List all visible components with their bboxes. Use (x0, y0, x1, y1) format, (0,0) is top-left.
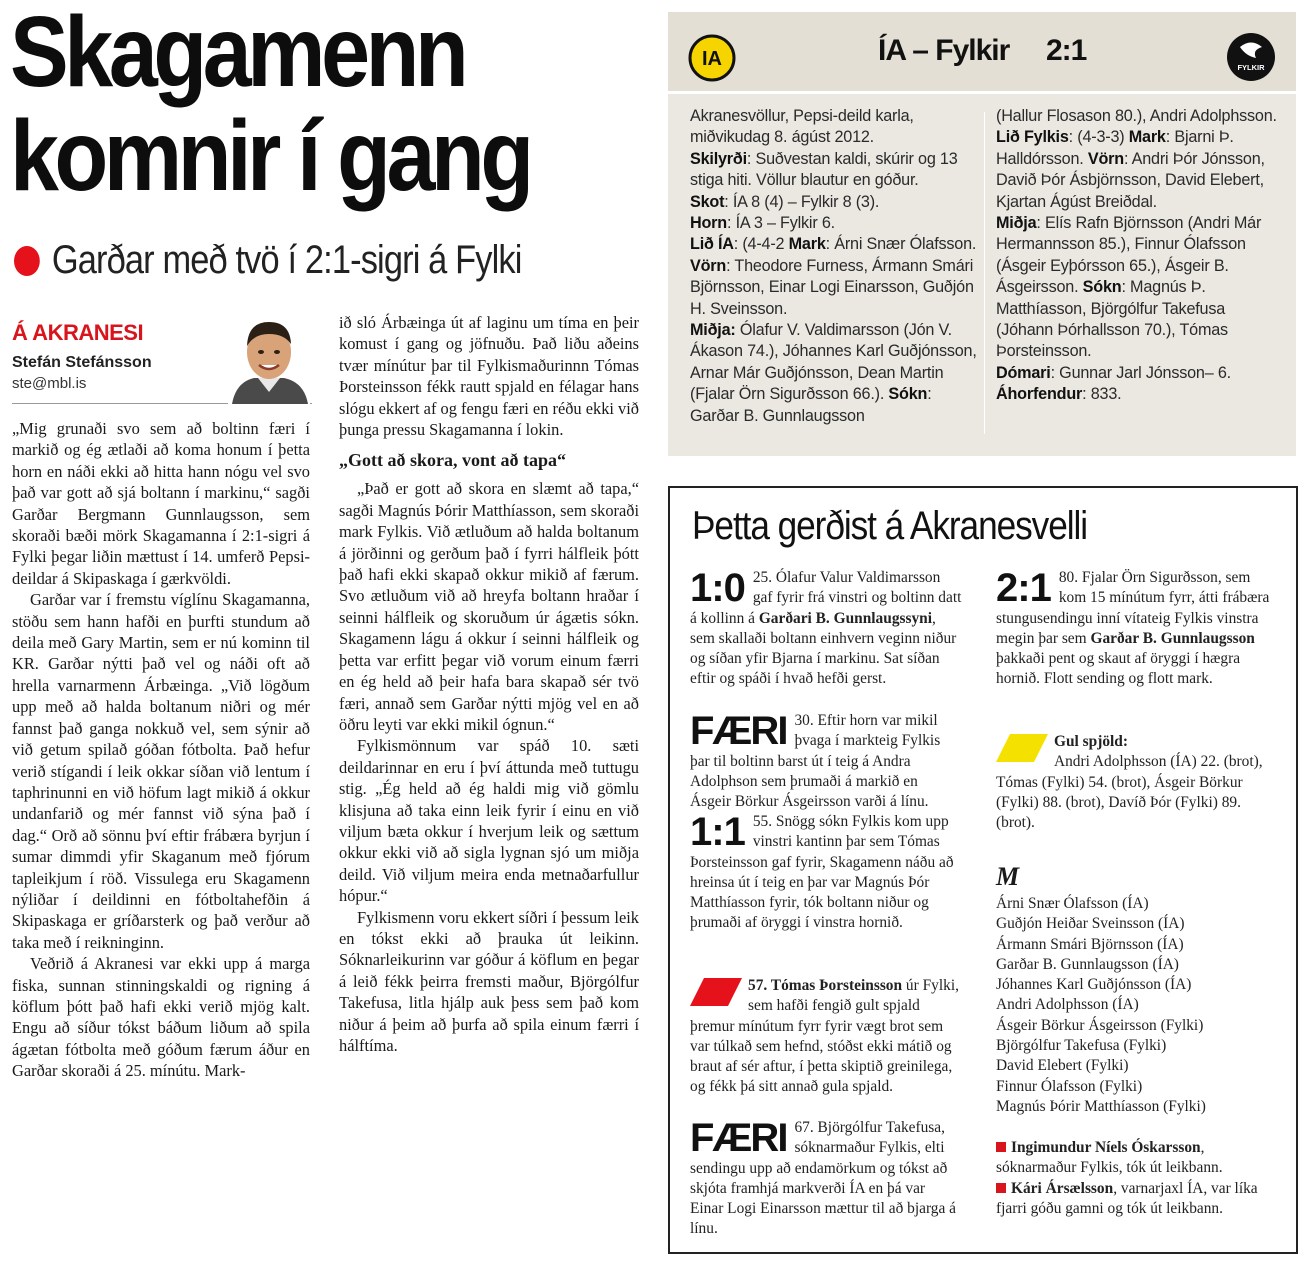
list-item: Jóhannes Karl Guðjónsson (ÍA) (996, 976, 1192, 994)
yellow-cards-text: Andri Adolphsson (ÍA) 22. (brot), Tómas (Fylki) 54. (brot), Ásgeir Börkur (Fylki) 88. (brot), Davíð Þór (Fylki) 89. (brot). (996, 753, 1263, 832)
mbl-m-logo-icon: M (996, 862, 1020, 891)
paragraph: Fylkismenn voru ekkert síðri í þessum leik en tókst ekki að þrauka út leikinn. Sóknarleikurinn var góður á köflum en þegar á leið fékk þeirra fremsti maður, Björgólfur Takefusa, litla hjálp auk þess sem það kom niður á þeim að þurfa að spila einum færri í hálftíma. (339, 907, 639, 1055)
attack: : Garðar B. Gunnlaugsson (690, 385, 932, 425)
player-ratings-list (996, 894, 1278, 1117)
article-column-2 (339, 312, 639, 1056)
paragraph: Veðrið á Akranesi var ekki upp á marga fiska, sunnan stinningskaldi og rigning á köflum þótt það hafi ekki verið mjög kalt. Engu að síður tókst báðum liðum að spila ágætan fótbolta með góðum færum áður en Garðar skoraði á 25. mínútu. Mark- (12, 954, 310, 1081)
label: Lið ÍA (690, 235, 734, 254)
event-player: 57. Tómas Þorsteinsson (748, 977, 903, 994)
event-text: úr Fylki, sem hafði fengið gult spjald þremur mínútum fyrr fyrir vægt brot sem var túlkað sem hefnd, stóðst ekki mátið og braut af sér aftur, í þetta skiptið greinilega, og fékk þá sitt annað gula spjald. (690, 977, 959, 1096)
author-photo (228, 312, 310, 404)
list-item: Garðar B. Gunnlaugsson (ÍA) (996, 955, 1179, 973)
event-chance-label: FÆRI (690, 1116, 787, 1160)
goalkeeper: : Bjarni Þ. Halldórsson. (996, 128, 1234, 168)
list-item: Magnús Þórir Matthíasson (Fylki) (996, 1097, 1206, 1115)
attendance: : 833. (1082, 385, 1122, 404)
midfield: Ólafur V. Valdimarsson (Jón V. Ákason 74.), Jóhannes Karl Guðjónsson, Arnar Már Guðjónsson, Dean Martin (Fjalar Örn Sigurðsson 66.). (690, 321, 977, 404)
event-score: 1:1 (690, 810, 745, 854)
label: Miðja (996, 214, 1037, 233)
label: Áhorfendur (996, 385, 1083, 404)
factbox-right-column (996, 106, 1286, 406)
event-chance-1 (690, 711, 962, 812)
suspended-player: Kári Ársælsson (1011, 1179, 1114, 1197)
event-text: þakkaði pent og skaut af öryggi í hægra hornið. Flott sending og flott mark. (996, 650, 1241, 688)
venue: Akranesvöllur, Pepsi-deild karla, miðvikudag 8. ágúst 2012. (690, 107, 914, 147)
defence: : Andri Þór Jónsson, Davið Þór Ásbjörnsson, David Elebert, Kjartan Ágúst Breiðdal. (996, 149, 1265, 211)
event-text: 80. Fjalar Örn Sigurðsson, sem kom 15 mínútum fyrr, átti frábæra stungusendingu inní vítateig Fylkis vinstra megin þar sem (996, 569, 1270, 647)
label: Lið Fylkis (996, 128, 1069, 147)
label: Vörn (690, 256, 727, 275)
label: Mark (1128, 128, 1166, 147)
defence: : Theodore Furness, Ármann Smári Björnsson, Einar Logi Einarsson, Guðjón H. Sveinsson. (690, 256, 974, 318)
suspension-item (996, 1138, 1278, 1179)
suspended-player: Ingimundur Níels Óskarsson (1011, 1139, 1201, 1156)
list-item: Ármann Smári Björnsson (ÍA) (996, 935, 1184, 953)
paragraph: ið sló Árbæinga út af laginu um tíma en þeir komust í gang og jöfnuðu. Það liðu aðeins tvær mínútur þar til Fylkismaðurinnn Tómas Þorsteinsson fékk rautt spjald en félagar hans slógu ekkert af og fengu færi en réðu ekki við þunga pressu Skagamanna í lokin. (339, 313, 639, 440)
list-item: David Elebert (Fylki) (996, 1057, 1129, 1075)
label: Skot (690, 192, 725, 211)
lineup-continued: (Hallur Flosason 80.), Andri Adolphsson. (996, 107, 1277, 125)
dateline-location: Á AKRANESI (12, 320, 144, 345)
paragraph: Garðar var í fremstu víglínu Skagamanna, stöðu sem hann hafði en þurfti stundum að deila með Gary Martin, sem er nú kominn til KR. Garðar nýtti það vel og náði oft að hrella varnarmenn Árbæinga. „Við lögðum upp með að halda boltanum niðri og mér fannst það ganga nokkuð vel, sem sýnir að við getum spilað góðan fótbolta. Það hefur verið stígandi í leik okkar síðan við lentum í taphrinunni en við höfum lagt mikið á okkur undanfarið og mér fannst við sýna það í dag.“ Orð að sönnu því eftir frábæra byrjun í sumar dimmdi yfir Skaganum með fjórum tapleikjum í röð. Vissulega eru Skagamenn nýliðar í deildinni en fótboltahefðin á Skipaskaga er gríðarsterk og það verður að taka með í reikninginn. (12, 590, 310, 952)
yellow-card-icon (996, 734, 1048, 762)
event-scorer: Garðari B. Gunnlaugssyni (758, 609, 933, 627)
event-goal-1 (690, 568, 962, 690)
event-chance-2 (690, 1118, 962, 1240)
label: Miðja: (690, 321, 736, 340)
list-item: Andri Adolphsson (ÍA) (996, 996, 1139, 1014)
red-square-icon (996, 1142, 1006, 1152)
goalkeeper: : Árni Snær Ólafsson. (825, 235, 977, 254)
red-square-icon (996, 1183, 1006, 1193)
suspension-text: , sóknarmaður Fylkis, tók út leikbann. (996, 1139, 1223, 1177)
suspensions (996, 1138, 1278, 1219)
article-column-1 (12, 418, 310, 1082)
suspension-text: , varnarjaxl ÍA, var líka fjarri góðu gamni og tók út leikbann. (996, 1179, 1258, 1217)
events-title: Þetta gerðist á Akranesvelli (692, 504, 1088, 548)
paragraph: Fylkismönnum var spáð 10. sæti deildarinnar en eru í því áttunda með tuttugu stig. „Ég held að ég haldi mig við gömlu klisjuna að taka einn leik fyrir í einu en við viljum bæta okkur í hverjum leik og sættum okkur ekki við að sigla lygnan sjó um miðja deild. Við viljum meira enda metnaðarfullur hópur.“ (339, 736, 639, 906)
headline-line-2: komnir í gang (10, 100, 530, 212)
label: Horn (690, 214, 727, 233)
event-score: 1:0 (690, 566, 745, 610)
svg-text:FYLKIR: FYLKIR (1237, 63, 1265, 72)
event-text: 67. Björgólfur Takefusa, sóknarmaður Fylkis, elti sendingu upp að endamörkum og tókst að skjóta framhjá markverði ÍA en þá var Einar Logi Einarsson mættur til að bjarga á línu. (690, 1119, 956, 1238)
list-item: Finnur Ólafsson (Fylki) (996, 1077, 1143, 1095)
red-card-icon (690, 978, 742, 1006)
subheadline (14, 236, 564, 284)
midfield: : Elís Rafn Björnsson (Andri Már Hermannsson 85.), Finnur Ólafsson (Ásgeir Eyþórsson 65.), Ásgeir B. Ásgeirsson. (996, 214, 1262, 297)
list-item: Guðjón Heiðar Sveinsson (ÍA) (996, 915, 1185, 933)
label: Skilyrði (690, 149, 747, 168)
event-text: 30. Eftir horn var mikil þvaga í markteig Fylkis þar til boltinn barst út í teig á Andra Adolphson sem þrumaði á markið en Ásgeir Börkur Ásgeirsson varði á línu. (690, 712, 941, 811)
yellow-cards (996, 732, 1278, 833)
event-text: 25. Ólafur Valur Valdimarsson gaf fyrir frá vinstri og boltinn datt á kollinn á (690, 569, 962, 627)
section-heading: „Gott að skora, vont að tapa“ (339, 450, 567, 471)
ia-logo-icon (688, 34, 736, 82)
event-red-card (690, 976, 962, 1098)
list-item: Árni Snær Ólafsson (ÍA) (996, 895, 1149, 912)
byline (12, 312, 312, 404)
attack: : Magnús Þ. Matthíasson, Björgólfur Takefusa (Jóhann Þórhallsson 70.), Tómas Þorsteinsson. (996, 278, 1228, 361)
fylkir-logo-icon (1226, 32, 1276, 82)
red-dot-icon (14, 246, 40, 276)
event-text: , sem skallaði boltann einhvern veginn niður og síðan yfir Bjarna í markinu. Sat síðan eftir og spáði í hvað hefði gerst. (690, 609, 957, 688)
referee: : Gunnar Jarl Jónsson– 6. (1050, 363, 1231, 382)
event-score: 2:1 (996, 566, 1051, 610)
label: Mark (788, 235, 826, 254)
list-item: Ásgeir Börkur Ásgeirsson (Fylki) (996, 1016, 1204, 1034)
factbox-header (668, 12, 1296, 94)
subheadline-text: Garðar með tvö í 2:1-sigri á Fylki (51, 238, 522, 282)
factbox-divider (984, 112, 985, 434)
paragraph: „Það er gott að skora en slæmt að tapa,“ sagði Magnús Þórir Matthíasson, sem skoraði mark Fylkis. Við ætluðum að halda boltanum á jörðinni og gerðum það í fyrri hálfleik þótt það hafi ekki skapað okkur mikið af færum. Svo ætluðum við að hreyfa boltann hraðar í seinni hálfleik og skoruðum úr ágætis sókn. Skagamenn lágu á okkur í seinni hálfleik og þetta var erfitt þegar við vorum einum færri en ég held að þeir hafa bara skapað sér tvö færi, annað sem Garðar nýtti mjög vel en að öðru leyti var ekki mikil ógnun.“ (339, 479, 639, 734)
shots: : ÍA 8 (4) – Fylkir 8 (3). (724, 192, 880, 211)
yellow-cards-label: Gul spjöld: (1054, 733, 1128, 750)
headline-line-1: Skagamenn (10, 0, 465, 108)
label: Sókn (1082, 278, 1122, 297)
event-text: 55. Snögg sókn Fylkis kom upp vinstri kantinn þar sem Tómas Þorsteinsson gaf fyrir, Skagamenn náðu að hreinsa út í teig en þar var Magnús Þór Matthíasson fyrir, tók boltann niður og þrumaði af öryggi í vinstra hornið. (690, 813, 954, 932)
match-score: 2:1 (1046, 34, 1087, 67)
event-goal-3 (996, 568, 1278, 690)
conditions: : Suðvestan kaldi, skúrir og 13 stiga hiti. Völlur blautur en góður. (690, 149, 958, 190)
factbox-left-column (690, 106, 982, 427)
formation: : (4-3-3) (1068, 128, 1129, 147)
event-goal-2 (690, 812, 968, 934)
list-item: Björgólfur Takefusa (Fylki) (996, 1037, 1167, 1055)
suspension-item (996, 1179, 1278, 1220)
label: Dómari (996, 363, 1051, 382)
author-email[interactable]: ste@mbl.is (12, 375, 87, 392)
svg-text:IA: IA (702, 48, 722, 70)
label: Sókn (888, 385, 928, 404)
author-name: Stefán Stefánsson (12, 354, 152, 371)
headline (10, 0, 573, 212)
event-chance-label: FÆRI (690, 709, 787, 753)
formation: : (4-4-2 (733, 235, 789, 254)
event-scorer: Garðar B. Gunnlaugsson (1090, 629, 1255, 647)
paragraph: „Mig grunaði svo sem að boltinn færi í markið og ég ætlaði að koma honum í þetta horn en náði ekki að hitta hann nógu vel svo það var gott að sjá boltann í markinu,“ sagði Garðar Bergmann Gunnlaugsson, sem skoraði bæði mörk Skagamanna í 2:1-sigri á Fylki þegar liðin mættust í 14. umferð Pepsi-deildar á Skipaskaga í gærkvöldi. (12, 419, 310, 588)
label: Vörn (1087, 149, 1124, 168)
corners: : ÍA 3 – Fylkir 6. (726, 214, 835, 233)
match-title: ÍA – Fylkir (878, 34, 1010, 67)
